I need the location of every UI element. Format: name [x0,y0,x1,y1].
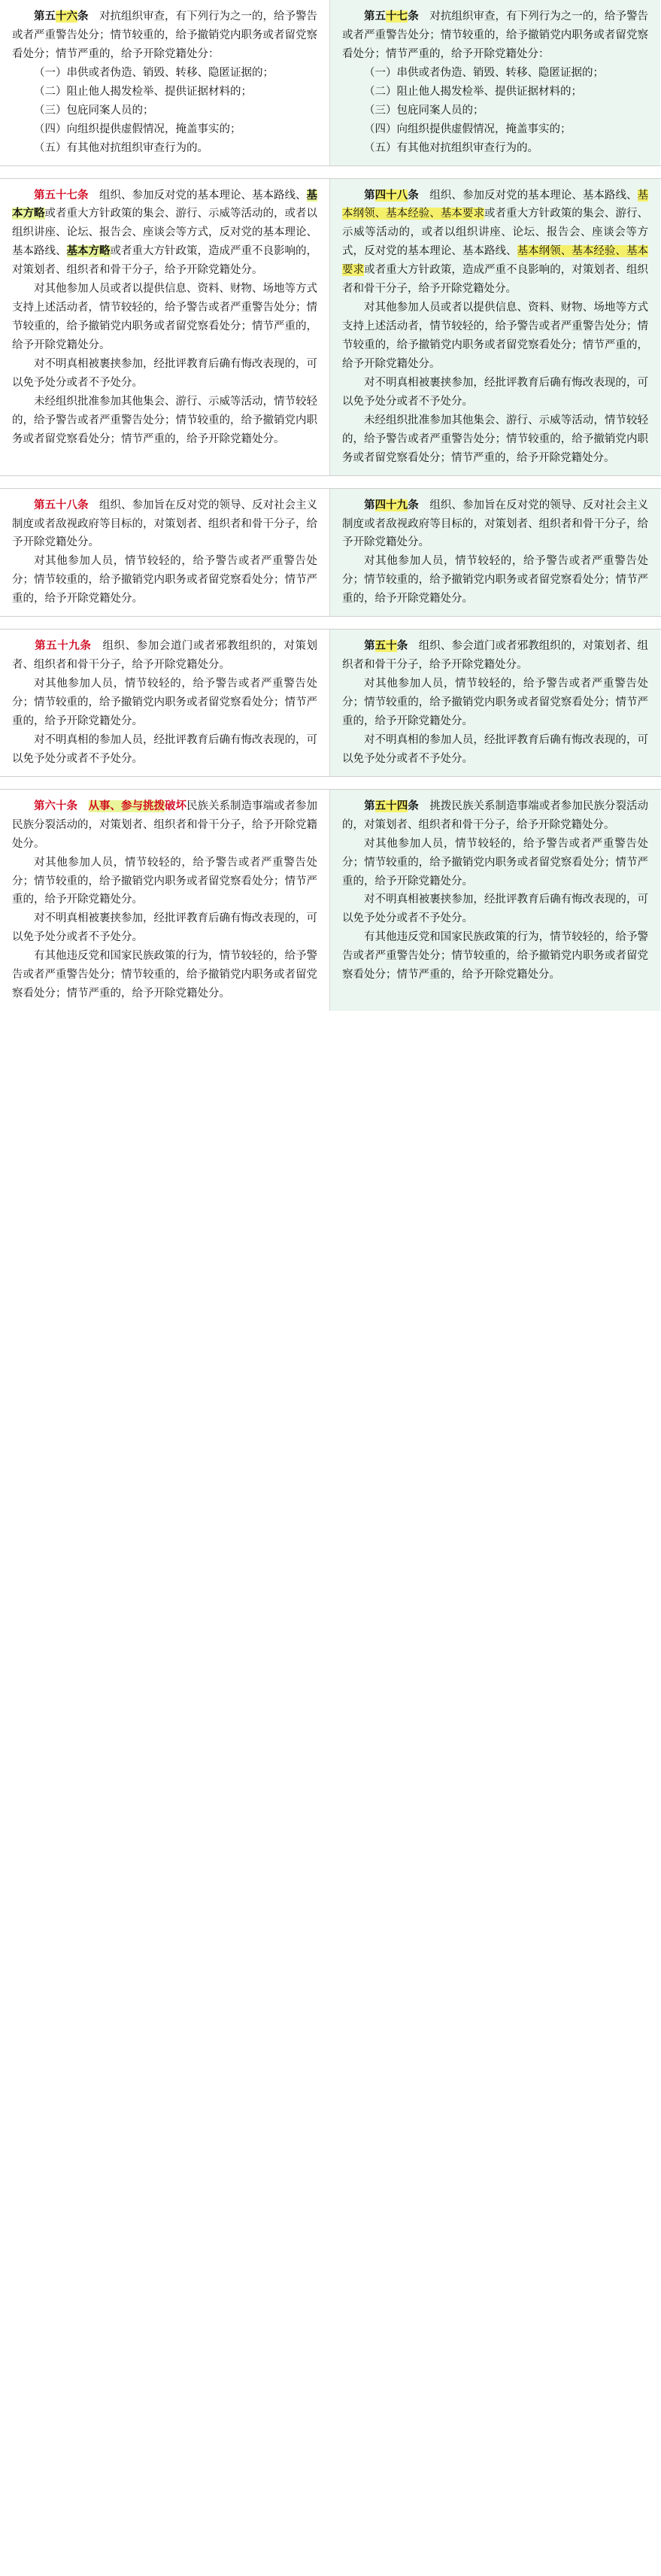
article-clause: （二）阻止他人揭发检举、提供证据材料的； [364,85,582,98]
article-clause: 对不明真相被裹挟参加，经批评教育后确有悔改表现的，可以免予处分或者不予处分。 [342,376,648,408]
comparison-column-left [0,630,330,776]
article-clause: 对其他参加人员，情节较轻的，给予警告或者严重警告处分；情节较重的，给予撤销党内职务或者留党察看处分；情节严重的，给予开除党籍处分。 [12,678,317,727]
article-clause: 对不明真相被裹挟参加，经批评教育后确有悔改表现的，可以免予处分或者不予处分。 [12,357,317,389]
article-number-and-body: 第五十九条 组织、参加会道门或者邪教组织的，对策划者、组织者和骨干分子，给予开除党籍处分。 [12,640,318,672]
article-number-and-body: 第五十七条 组织、参加反对党的基本理论、基本路线、基本方略或者重大方针政策的集会、游行、示威等活动的，或者以组织讲座、论坛、报告会、座谈会等方式，反对党的基本理论、基本路线、基本方略或者重大方针政策，造成严重不良影响的，对策划者、组织者和骨干分子，给予开除党籍处分。 [12,189,317,277]
article-clause: （四）向组织提供虚假情况，掩盖事实的； [34,123,241,135]
article-clause: （二）阻止他人揭发检举、提供证据材料的； [34,85,252,98]
article-clause: （四）向组织提供虚假情况，掩盖事实的； [364,123,572,135]
article-number-and-body: 第五十条 组织、参会道门或者邪教组织的，对策划者、组织者和骨干分子，给予开除党籍处分。 [342,640,649,672]
article-text [0,637,329,769]
article-number: 第五十七条 [364,11,419,23]
article-text [330,187,660,468]
article-clause: 对其他参加人员或者以提供信息、资料、财物、场地等方式支持上述活动者，情节较轻的，给予警告或者严重警告处分；情节较重的，给予撤销党内职务或者留党察看处分；情节严重的，给予开除党籍处分。 [12,283,317,351]
article-text [330,637,660,769]
article-clause: 对其他参加人员，情节较轻的，给予警告或者严重警告处分；情节较重的，给予撤销党内职务或者留党察看处分；情节严重的，给予开除党籍处分。 [342,555,648,605]
comparison-column-left [0,489,330,617]
article-clause: 对其他参加人员，情节较轻的，给予警告或者严重警告处分；情节较重的，给予撤销党内职务或者留党察看处分；情节严重的，给予开除党籍处分。 [342,678,648,727]
article-clause: （五）有其他对抗组织审查行为的。 [34,141,208,154]
comparison-column-left [0,790,330,1011]
article-number-and-body: 第五十八条 组织、参加旨在反对党的领导、反对社会主义制度或者敌视政府等目标的，对策划者、组织者和骨干分子，给予开除党籍处分。 [12,499,317,549]
article-clause: （一）串供或者伪造、销毁、转移、隐匿证据的； [34,66,274,79]
article-number-and-body: 第四十八条 组织、参加反对党的基本理论、基本路线、基本纲领、基本经验、基本要求或者重大方针政策的集会、游行、示威等活动的，或者以组织讲座、论坛、报告会、座谈会等方式，反对党的基本理论、基本路线、基本纲领、基本经验、基本要求或者重大方针政策，造成严重不良影响的，对策划者、组织者和骨干分子，给予开除党籍处分。 [342,189,649,296]
section-divider [0,616,661,630]
comparison-column-left [0,179,330,475]
comparison-column-right [330,489,660,617]
article-clause: 对不明真相被裹挟参加，经批评教育后确有悔改表现的，可以免予处分或者不予处分。 [12,912,317,944]
article-pair-row [0,630,661,776]
article-number-and-body: 第五十七条 对抗组织审查，有下列行为之一的，给予警告或者严重警告处分；情节较重的，给予撤销党内职务或者留党察看处分；情节严重的，给予开除党籍处分： [342,11,649,60]
article-pair-row [0,790,661,1011]
section-divider [0,475,661,489]
article-clause: 有其他违反党和国家民族政策的行为，情节较轻的，给予警告或者严重警告处分；情节较重的，给予撤销党内职务或者留党察看处分；情节严重的，给予开除党籍处分。 [342,931,648,982]
article-pair-row [0,0,661,165]
comparison-column-right [330,790,660,1011]
article-number-and-body: 第六十条 从事、参与挑拨破坏民族关系制造事端或者参加民族分裂活动的，对策划者、组织者和骨干分子，给予开除党籍处分。 [12,800,317,850]
document-page [0,0,661,1011]
article-clause: 对其他参加人员或者以提供信息、资料、财物、场地等方式支持上述活动者，情节较轻的，给予警告或者严重警告处分；情节较重的，给予撤销党内职务或者留党察看处分；情节严重的，给予开除党籍处分。 [342,302,648,370]
article-clause: 未经组织批准参加其他集会、游行、示威等活动，情节较轻的，给予警告或者严重警告处分；情节较重的，给予撤销党内职务或者留党察看处分；情节严重的，给予开除党籍处分。 [12,395,317,445]
article-number-and-body: 第五十四条 挑拨民族关系制造事端或者参加民族分裂活动的，对策划者、组织者和骨干分子，给予开除党籍处分。 [342,800,649,831]
article-text [330,797,660,985]
article-number-and-body: 第五十六条 对抗组织审查，有下列行为之一的，给予警告或者严重警告处分；情节较重的，给予撤销党内职务或者留党察看处分；情节严重的，给予开除党籍处分： [12,11,317,60]
article-clause: 对其他参加人员，情节较轻的，给予警告或者严重警告处分；情节较重的，给予撤销党内职务或者留党察看处分；情节严重的，给予开除党籍处分。 [342,837,648,887]
article-clause: （三）包庇同案人员的； [364,104,484,117]
comparison-column-right [330,630,660,776]
article-clause: （一）串供或者伪造、销毁、转移、隐匿证据的； [364,66,604,79]
comparison-column-left [0,0,330,165]
article-text [330,496,660,609]
article-clause: 有其他违反党和国家民族政策的行为，情节较轻的，给予警告或者严重警告处分；情节较重的，给予撤销党内职务或者留党察看处分；情节严重的，给予开除党籍处分。 [12,950,317,1000]
article-clause: 未经组织批准参加其他集会、游行、示威等活动，情节较轻的，给予警告或者严重警告处分；情节较重的，给予撤销党内职务或者留党察看处分；情节严重的，给予开除党籍处分。 [342,414,648,464]
article-comparison-list [0,0,661,1011]
article-clause: （五）有其他对抗组织审查行为的。 [364,141,538,154]
article-text [330,8,660,158]
article-number-and-body: 第四十九条 组织、参加旨在反对党的领导、反对社会主义制度或者敌视政府等目标的，对策划者、组织者和骨干分子，给予开除党籍处分。 [342,499,649,549]
article-pair-row [0,179,661,475]
article-clause: 对其他参加人员，情节较轻的，给予警告或者严重警告处分；情节较重的，给予撤销党内职务或者留党察看处分；情节严重的，给予开除党籍处分。 [12,856,317,906]
comparison-column-right [330,0,660,165]
article-text [0,496,329,609]
article-text [0,8,329,158]
article-clause: 对其他参加人员，情节较轻的，给予警告或者严重警告处分；情节较重的，给予撤销党内职务或者留党察看处分；情节严重的，给予开除党籍处分。 [12,555,317,605]
article-clause: 对不明真相的参加人员，经批评教育后确有悔改表现的，可以免予处分或者不予处分。 [12,733,317,765]
section-divider [0,776,661,790]
article-clause: 对不明真相被裹挟参加，经批评教育后确有悔改表现的，可以免予处分或者不予处分。 [342,894,648,925]
article-text [0,187,329,449]
section-divider [0,165,661,179]
article-pair-row [0,489,661,617]
comparison-column-right [330,179,660,475]
article-number: 第五十六条 [34,11,89,23]
article-clause: 对不明真相的参加人员，经批评教育后确有悔改表现的，可以免予处分或者不予处分。 [342,733,648,765]
article-clause: （三）包庇同案人员的； [34,104,154,117]
article-text [0,797,329,1003]
